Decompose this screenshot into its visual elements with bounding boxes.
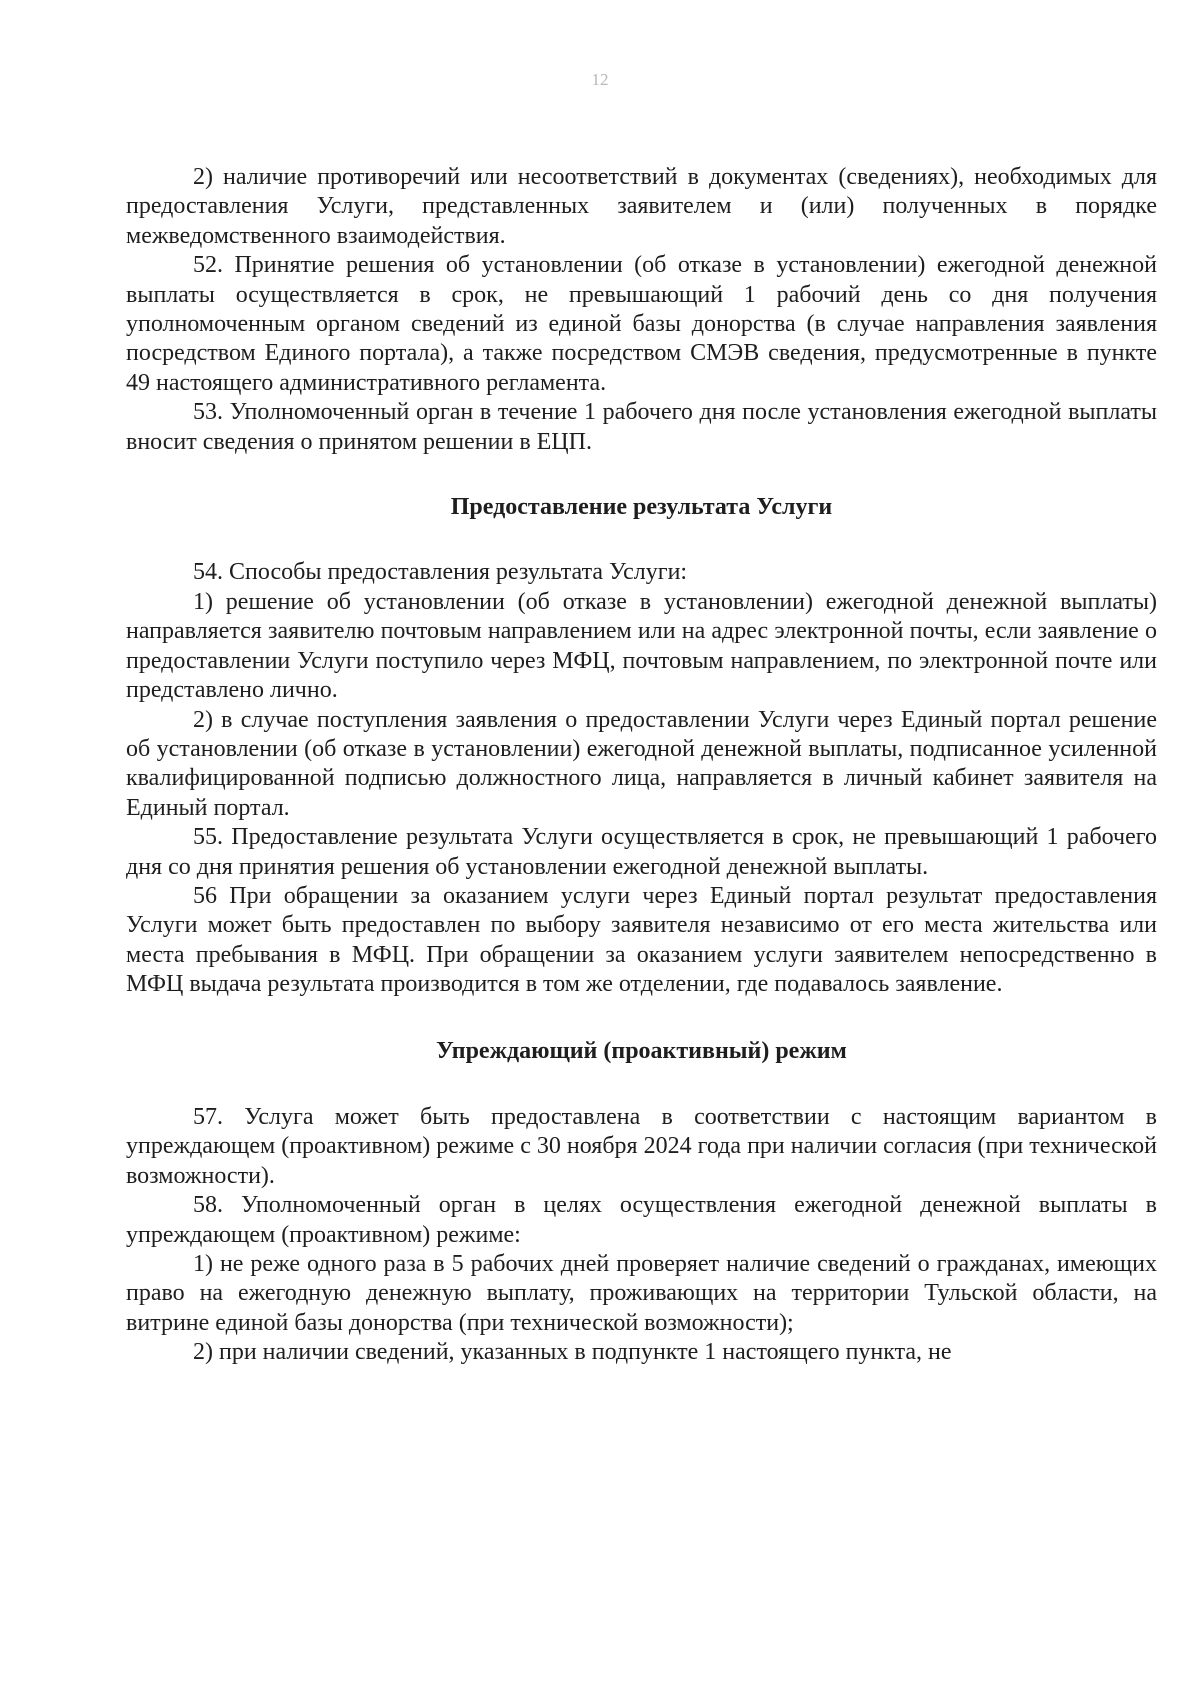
section-heading-proactive: Упреждающий (проактивный) режим [436, 1037, 847, 1064]
paragraph-55: 55. Предоставление результата Услуги осуществляется в срок, не превышающий 1 рабочего дня со дня принятия решения об установлении ежегодной денежной выплаты. [126, 824, 1157, 880]
paragraph-54: 54. Способы предоставления результата Услуги: [193, 559, 688, 586]
paragraph-58: 58. Уполномоченный орган в целях осуществления ежегодной денежной выплаты в упреждающем (проактивном) режиме: [126, 1192, 1157, 1248]
paragraph-58-item-1: 1) не реже одного раза в 5 рабочих дней проверяет наличие сведений о гражданах, имеющих право на ежегодную денежную выплату, проживающих на территории Тульской области, на витрине единой базы донорства (при технической возможности); [126, 1251, 1157, 1336]
document-body [126, 163, 1157, 1368]
paragraph-item-2-contradictions: 2) наличие противоречий или несоответствий в документах (сведениях), необходимых для предоставления Услуги, представленных заявителем и (или) полученных в порядке межведомственного взаимодействия. [126, 164, 1157, 249]
paragraph-58-item-2: 2) при наличии сведений, указанных в подпункте 1 настоящего пункта, не [193, 1339, 952, 1366]
paragraph-54-item-2: 2) в случае поступления заявления о предоставлении Услуги через Единый портал решение об установлении (об отказе в установлении) ежегодной денежной выплаты, подписанное усиленной квалифицированной подписью должностного лица, направляется в личный кабинет заявителя на Единый портал. [126, 706, 1157, 821]
paragraph-54-item-1: 1) решение об установлении (об отказе в установлении) ежегодной денежной выплаты) направляется заявителю почтовым направлением или на адрес электронной почты, если заявление о предоставлении Услуги поступило через МФЦ, почтовым направлением, по электронной почте или представлено лично. [126, 588, 1157, 704]
paragraph-56: 56 При обращении за оказанием услуги через Единый портал результат предоставления Услуги может быть предоставлен по выбору заявителя независимо от его места жительства или места пребывания в МФЦ. При обращении за оказанием услуги заявителем непосредственно в МФЦ выдача результата производится в том же отделении, где подавалось заявление. [126, 882, 1157, 998]
page-number: 12 [591, 70, 609, 89]
paragraph-52: 52. Принятие решения об установлении (об отказе в установлении) ежегодной денежной выплаты осуществляется в срок, не превышающий 1 рабочий день со дня получения уполномоченным органом сведений из единой базы донорства (в случае направления заявления посредством Единого портала), а также посредством СМЭВ сведения, предусмотренные в пункте 49 настоящего административного регламента. [126, 252, 1157, 396]
paragraph-53: 53. Уполномоченный орган в течение 1 рабочего дня после установления ежегодной выплаты вносит сведения о принятом решении в ЕЦП. [126, 399, 1157, 455]
section-heading-result: Предоставление результата Услуги [450, 494, 833, 521]
paragraph-57: 57. Услуга может быть предоставлена в соответствии с настоящим вариантом в упреждающем (проактивном) режиме с 30 ноября 2024 года при наличии согласия (при технической возможности). [126, 1103, 1157, 1189]
